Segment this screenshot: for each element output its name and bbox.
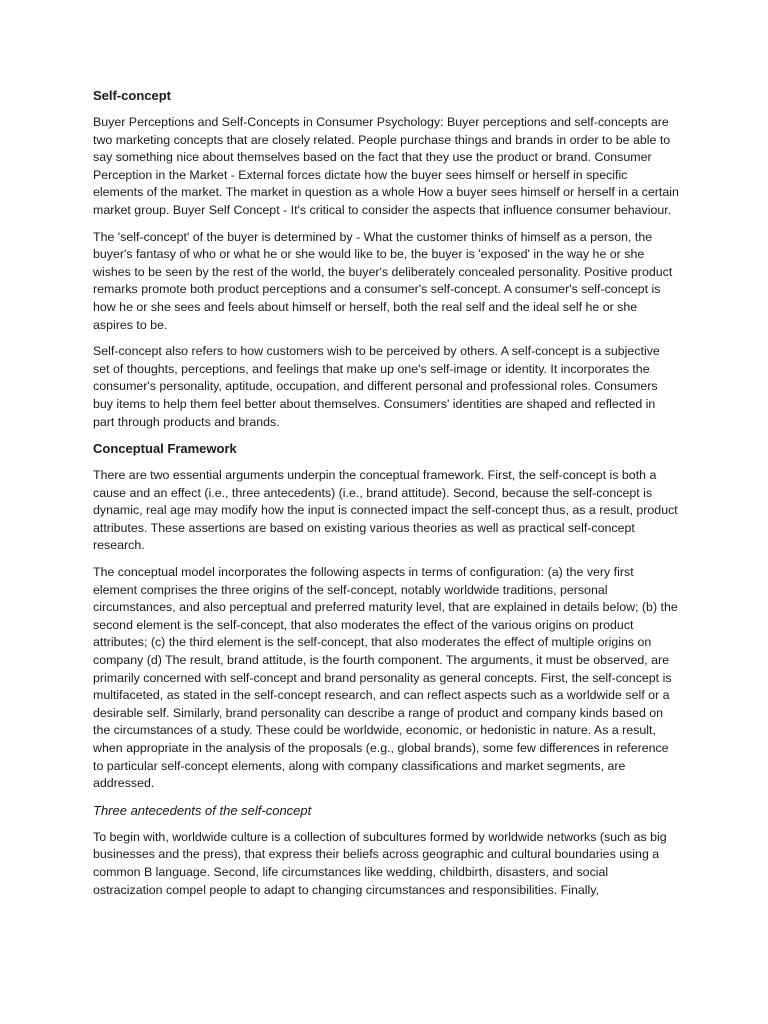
subsection-heading: Three antecedents of the self-concept xyxy=(93,802,312,818)
paragraph: There are two essential arguments underpin the conceptual framework. First, the self-concept is both a cause and an effect (i.e., three antecedents) (i.e., brand attitude). Second, because the self-concept is dynamic, real age may modify how the input is connected impact the self-concept thus, as a result, product attributes. These assertions are based on existing various theories as well as practical self-concept research. xyxy=(93,468,678,553)
section-heading: Conceptual Framework xyxy=(93,441,237,457)
paragraph: To begin with, worldwide culture is a collection of subcultures formed by worldwide networks (such as big businesses and the press), that express their beliefs across geographic and cultural boundaries using a common B language. Second, life circumstances like wedding, childbirth, disasters, and social ostracization compel people to adapt to changing circumstances and responsibilities. Finally, xyxy=(93,829,667,897)
paragraph: The conceptual model incorporates the following aspects in terms of configuration: (a) the very first element comprises the three origins of the self-concept, notably worldwide traditions, personal circumstances, and also perceptual and preferred maturity level, that are explained in details below; (b) the second element is the self-concept, that also moderates the effect of the various origins on product attributes; (c) the third element is the self-concept, that also moderates the effect of multiple origins on company (d) The result, brand attitude, is the fourth component. The arguments, it must be observed, are primarily concerned with self-concept and brand personality as general concepts. First, the self-concept is multifaceted, as stated in the self-concept research, and can reflect aspects such as a worldwide self or a desirable self. Similarly, brand personality can describe a range of product and company kinds based on the circumstances of a study. These could be worldwide, economic, or hedonistic in nature. As a result, when appropriate in the analysis of the proposals (e.g., global brands), some few differences in reference to particular self-concept elements, along with company classifications and market segments, are addressed. xyxy=(93,565,678,791)
document-title: Self-concept xyxy=(93,88,172,103)
document-body xyxy=(93,87,679,908)
paragraph: Self-concept also refers to how customers wish to be perceived by others. A self-concept is a subjective set of thoughts, perceptions, and feelings that make up one's self-image or identity. It incorporates the consumer's personality, aptitude, occupation, and different personal and professional roles. Consumers buy items to help them feel better about themselves. Consumers' identities are shaped and reflected in part through products and brands. xyxy=(93,344,660,429)
paragraph: The 'self-concept' of the buyer is determined by - What the customer thinks of himself as a person, the buyer's fantasy of who or what he or she would like to be, the buyer is 'exposed' in the way he or she wishes to be seen by the rest of the world, the buyer's deliberately concealed personality. Positive product remarks promote both product perceptions and a consumer's self-concept. A consumer's self-concept is how he or she sees and feels about himself or herself, both the real self and the ideal self he or she aspires to be. xyxy=(93,229,673,332)
paragraph: Buyer Perceptions and Self-Concepts in Consumer Psychology: Buyer perceptions and self-concepts are two marketing concepts that are closely related. People purchase things and brands in order to be able to say something nice about themselves based on the fact that they use the product or brand. Consumer Perception in the Market - External forces dictate how the buyer sees himself or herself in specific elements of the market. The market in question as a whole How a buyer sees himself or herself in a certain market group. Buyer Self Concept - It's critical to consider the aspects that influence consumer behaviour. xyxy=(93,115,679,217)
